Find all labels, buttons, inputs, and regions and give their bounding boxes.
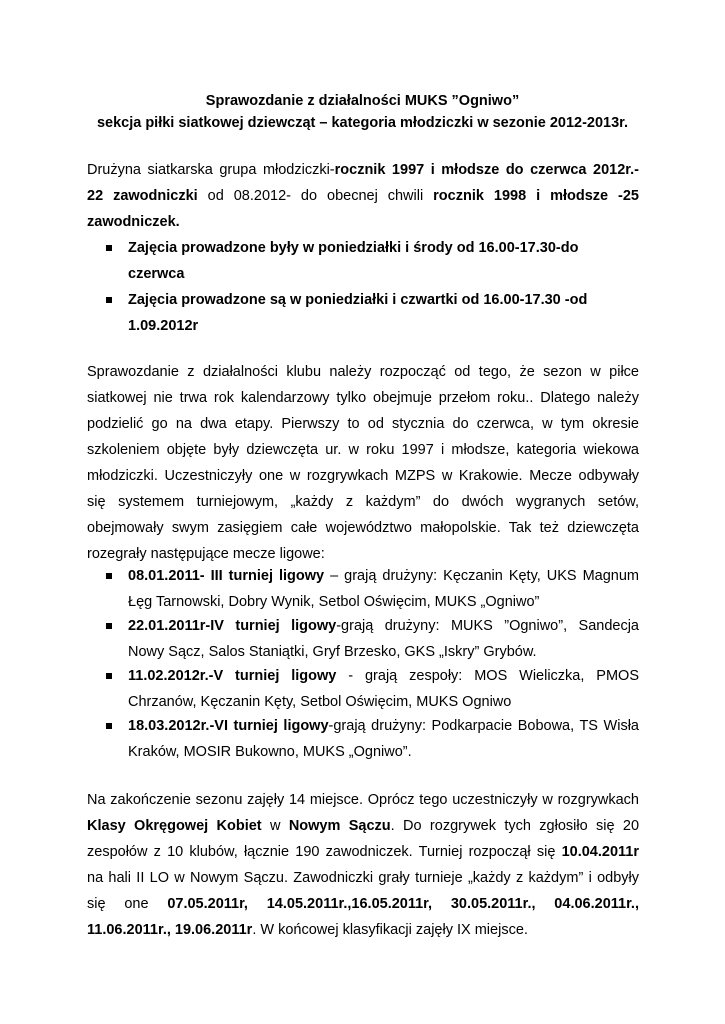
match-item-1: 08.01.2011- III turniej ligowy – grają drużyny: Kęczanin Kęty, UKS Magnum Łęg Tarnowski, Dobry Wynik, Setbol Oświęcim, MUKS „Ogniwo” (128, 568, 639, 610)
paragraph-line: zespołów z 10 klubów, łącznie 190 zawodniczek. Turniej rozpoczął się 10.04.2011r (87, 844, 639, 860)
paragraph-line: młodziczki. Uczestniczyły one w rozgrywkach MZPS w Krakowie. Mecze odbywały (87, 468, 639, 484)
intro-line-2: 22 zawodniczki od 08.2012- do obecnej chwili rocznik 1998 i młodsze -25 (87, 188, 639, 204)
schedule-item-2: Zajęcia prowadzone są w poniedziałki i czwartki od 16.00-17.30 -od 1.09.2012r (128, 292, 588, 334)
bullet-icon (106, 235, 116, 261)
report-title: Sprawozdanie z działalności MUKS ”Ogniwo” (205, 93, 520, 109)
paragraph-line: się one 07.05.2011r, 14.05.2011r.,16.05.2011r, 30.05.2011r., 04.06.2011r., (87, 896, 639, 912)
paragraph-line: Sprawozdanie z działalności klubu należy rozpocząć od tego, że sezon w piłce (87, 364, 639, 380)
paragraph-line: siatkowej nie trwa rok kalendarzowy tylko obejmuje przełom roku.. Dlatego należy (87, 390, 639, 406)
paragraph-line: szkoleniem objęte były dziewczęta ur. w roku 1997 i młodsze, kategoria wiekowa (87, 442, 639, 458)
season-paragraph (87, 359, 639, 567)
paragraph-line: rozegrały następujące mecze ligowe: (87, 546, 325, 562)
bullet-icon (106, 287, 116, 313)
match-item-2: 22.01.2011r-IV turniej ligowy-grają drużyny: MUKS ”Ogniwo”, Sandecja Nowy Sącz, Salos Staniątki, Gryf Brzesko, GKS „Iskry” Grybów. (128, 618, 639, 660)
intro-line-1: Drużyna siatkarska grupa młodziczki-rocznik 1997 i młodsze do czerwca 2012r.- (87, 162, 639, 178)
schedule-item-1: Zajęcia prowadzone były w poniedziałki i środy od 16.00-17.30-do czerwca (128, 240, 579, 282)
bullet-icon (106, 663, 116, 689)
paragraph-line: obejmowały swym zasięgiem całe województwo małopolskie. Tak też dziewczęta (87, 520, 639, 536)
match-item-3: 11.02.2012r.-V turniej ligowy - grają zespoły: MOS Wieliczka, PMOS Chrzanów, Kęczanin Kęty, Setbol Oświęcim, MUKS Ogniwo (128, 668, 639, 710)
paragraph-line: 11.06.2011r., 19.06.2011r. W końcowej klasyfikacji zajęły IX miejsce. (87, 922, 528, 938)
paragraph-line: się systemem turniejowym, „każdy z każdym” do dwóch wygranych setów, (87, 494, 639, 510)
paragraph-line: podzielić go na dwa etapy. Pierwszy to od stycznia do czerwca, w tym okresie (87, 416, 639, 432)
paragraph-line: Na zakończenie sezonu zajęły 14 miejsce. Oprócz tego uczestniczyły w rozgrywkach (87, 792, 639, 808)
intro-paragraph (87, 157, 639, 235)
paragraph-line: Klasy Okręgowej Kobiet w Nowym Sączu. Do rozgrywek tych zgłosiło się 20 (87, 818, 640, 834)
intro-line-3: zawodniczek. (87, 214, 180, 230)
bullet-icon (106, 713, 116, 739)
summary-paragraph (87, 787, 639, 943)
paragraph-line: na hali II LO w Nowym Sączu. Zawodniczki grały turnieje „każdy z każdym” i odbyły (87, 870, 639, 886)
match-item-4: 18.03.2012r.-VI turniej ligowy-grają drużyny: Podkarpacie Bobowa, TS Wisła Kraków, MOSIR Bukowno, MUKS „Ogniwo”. (128, 718, 639, 760)
bullet-icon (106, 613, 116, 639)
bullet-icon (106, 563, 116, 589)
report-subtitle: sekcja piłki siatkowej dziewcząt – kategoria młodziczki w sezonie 2012-2013r. (96, 115, 629, 131)
